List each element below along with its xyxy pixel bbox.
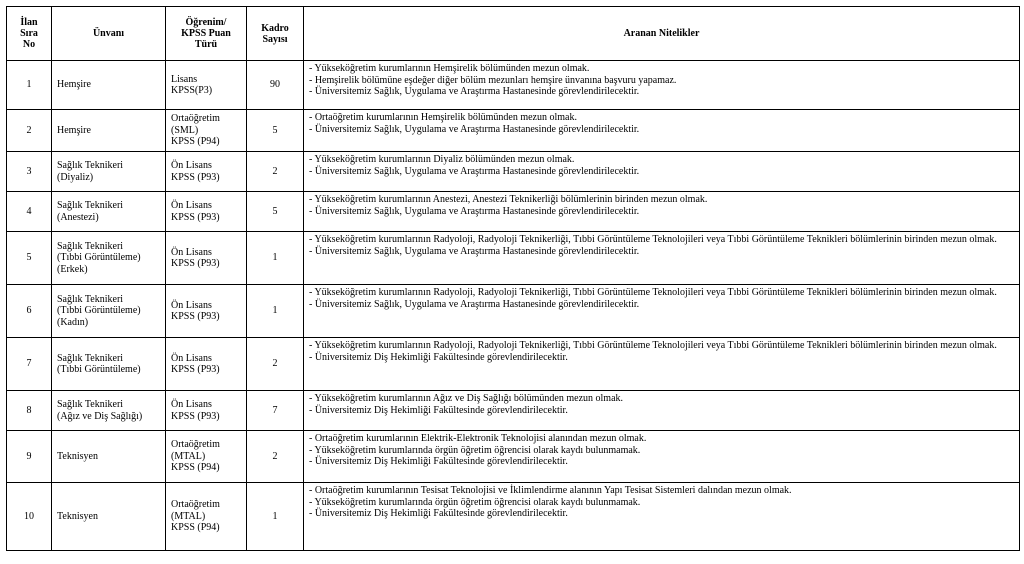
- nitelik-item: - Yükseköğretim kurumlarının Radyoloji, Radyoloji Teknikerliği, Tıbbi Görüntüleme Teknolojileri veya Tıbbi Görüntüleme Teknikleri bölümlerinin birinden mezun olmak.: [309, 340, 997, 351]
- row-nitelikler: [304, 431, 1020, 483]
- row-nitelikler: [304, 192, 1020, 232]
- row-nitelikler: [304, 483, 1020, 551]
- nitelik-item: - Yükseköğretim kurumlarının Hemşirelik bölümünden mezun olmak.: [309, 63, 590, 74]
- unvan-line: Sağlık Teknikeri: [57, 352, 124, 364]
- nitelik-item: - Ortaöğretim kurumlarının Tesisat Teknolojisi ve İklimlendirme alanının Yapı Tesisat Sistemleri dalından mezun olmak.: [309, 485, 792, 496]
- nitelik-item: - Yükseköğretim kurumlarının Anestezi, Anestezi Teknikerliği bölümlerinin birinden mezun olmak.: [309, 194, 708, 205]
- row-ogrenim: [166, 483, 247, 551]
- ogrenim-line: Ön Lisans: [171, 399, 212, 410]
- header-unvan-label: Ünvanı: [92, 28, 125, 39]
- unvan-line: (Tıbbi Görüntüleme): [57, 305, 141, 317]
- nitelik-item: - Ortaöğretim kurumlarının Elektrik-Elektronik Teknolojisi alanından mezun olmak.: [309, 433, 647, 444]
- ogrenim-line: Ortaöğretim: [171, 113, 220, 125]
- ogrenim-line: KPSS (P94): [171, 522, 220, 534]
- row-number: 9: [7, 431, 52, 483]
- ogrenim-line: (SML): [171, 124, 199, 136]
- unvan-line: (Diyaliz): [57, 171, 94, 183]
- unvan-line: (Anestezi): [57, 211, 99, 223]
- unvan-line: Teknisyen: [57, 450, 98, 462]
- row-number: 6: [7, 285, 52, 338]
- nitelik-item: - Üniversitemiz Diş Hekimliği Fakültesinde görevlendirilecektir.: [309, 404, 568, 416]
- row-kadro: 2: [247, 431, 304, 483]
- ogrenim-line: Ön Lisans: [171, 160, 212, 171]
- row-nitelikler: [304, 338, 1020, 391]
- row-unvan: [52, 338, 166, 391]
- row-ogrenim: [166, 110, 247, 152]
- ogrenim-line: Ortaöğretim: [171, 439, 220, 451]
- nitelik-item: - Üniversitemiz Sağlık, Uygulama ve Araştırma Hastanesinde görevlendirilecektir.: [309, 205, 640, 217]
- table-row: [7, 483, 1020, 551]
- nitelik-item: - Üniversitemiz Diş Hekimliği Fakültesinde görevlendirilecektir.: [309, 351, 568, 363]
- header-ogrenim-line: Öğrenim/: [185, 17, 227, 28]
- nitelik-item: - Yükseköğretim kurumlarında örgün öğretim öğrencisi olarak kaydı bulunmamak.: [309, 496, 641, 508]
- row-unvan: [52, 431, 166, 483]
- row-unvan: [52, 110, 166, 152]
- table-row: [7, 61, 1020, 110]
- row-kadro: 90: [247, 61, 304, 110]
- header-ogrenim-line: Türü: [194, 39, 218, 50]
- nitelik-item: - Üniversitemiz Sağlık, Uygulama ve Araştırma Hastanesinde görevlendirilecektir.: [309, 165, 640, 177]
- ogrenim-line: KPSS (P93): [171, 171, 220, 183]
- ogrenim-line: KPSS (P93): [171, 364, 220, 375]
- unvan-line: Hemşire: [57, 124, 91, 136]
- unvan-line: Sağlık Teknikeri: [57, 160, 124, 171]
- row-number: 3: [7, 152, 52, 192]
- positions-table: [6, 6, 1020, 551]
- row-number: 5: [7, 232, 52, 285]
- row-nitelikler: [304, 391, 1020, 431]
- row-kadro: 1: [247, 483, 304, 551]
- row-number: 1: [7, 61, 52, 110]
- row-ogrenim: [166, 61, 247, 110]
- nitelik-item: - Üniversitemiz Sağlık, Uygulama ve Araştırma Hastanesinde görevlendirilecektir.: [309, 123, 640, 135]
- ogrenim-line: Ön Lisans: [171, 299, 212, 311]
- unvan-line: Hemşire: [57, 79, 91, 91]
- header-no-line: İlan: [20, 17, 38, 28]
- row-kadro: 1: [247, 285, 304, 338]
- nitelik-item: - Üniversitemiz Diş Hekimliği Fakültesinde görevlendirilecektir.: [309, 456, 568, 467]
- row-kadro: 1: [247, 232, 304, 285]
- row-number: 2: [7, 110, 52, 152]
- row-kadro: 7: [247, 391, 304, 431]
- ogrenim-line: Ön Lisans: [171, 246, 212, 258]
- ogrenim-line: (MTAL): [171, 510, 206, 522]
- ogrenim-line: KPSS (P94): [171, 136, 220, 148]
- ogrenim-line: KPSS (P93): [171, 311, 220, 322]
- nitelik-item: - Üniversitemiz Sağlık, Uygulama ve Araştırma Hastanesinde görevlendirilecektir.: [309, 86, 640, 97]
- table-row: [7, 338, 1020, 391]
- row-nitelikler: [304, 61, 1020, 110]
- header-nitelik-label: Aranan Nitelikler: [623, 28, 700, 39]
- ogrenim-line: KPSS (P93): [171, 410, 220, 422]
- unvan-line: (Kadın): [57, 316, 89, 328]
- ogrenim-line: Ön Lisans: [171, 200, 212, 211]
- nitelik-item: - Yükseköğretim kurumlarının Ağız ve Diş Sağlığı bölümünden mezun olmak.: [309, 393, 624, 404]
- header-kadro-line: Sayısı: [262, 33, 288, 45]
- unvan-line: (Erkek): [57, 263, 88, 275]
- header-ogrenim-line: KPSS Puan: [181, 28, 231, 39]
- ogrenim-line: (MTAL): [171, 450, 206, 462]
- header-ilan-sira-no: [7, 7, 52, 61]
- row-number: 8: [7, 391, 52, 431]
- table-row: [7, 285, 1020, 338]
- nitelik-item: - Yükseköğretim kurumlarında örgün öğretim öğrencisi olarak kaydı bulunmamak.: [309, 444, 641, 456]
- row-number: 7: [7, 338, 52, 391]
- table-row: [7, 232, 1020, 285]
- header-nitelik: [304, 7, 1020, 61]
- ogrenim-line: Lisans: [171, 73, 198, 85]
- unvan-line: Sağlık Teknikeri: [57, 200, 124, 211]
- ogrenim-line: Ortaöğretim: [171, 499, 220, 511]
- table-row: [7, 431, 1020, 483]
- nitelik-item: - Hemşirelik bölümüne eşdeğer diğer bölüm mezunları hemşire ünvanına başvuru yapamaz.: [309, 74, 677, 86]
- row-nitelikler: [304, 285, 1020, 338]
- nitelik-item: - Üniversitemiz Sağlık, Uygulama ve Araştırma Hastanesinde görevlendirilecektir.: [309, 245, 640, 257]
- nitelik-item: - Ortaöğretim kurumlarının Hemşirelik bölümünden mezun olmak.: [309, 112, 577, 123]
- row-nitelikler: [304, 152, 1020, 192]
- row-unvan: [52, 285, 166, 338]
- unvan-line: (Tıbbi Görüntüleme): [57, 252, 141, 264]
- unvan-line: Sağlık Teknikeri: [57, 293, 124, 305]
- ogrenim-line: KPSS (P93): [171, 211, 220, 223]
- nitelik-item: - Üniversitemiz Sağlık, Uygulama ve Araştırma Hastanesinde görevlendirilecektir.: [309, 298, 640, 310]
- nitelik-item: - Yükseköğretim kurumlarının Radyoloji, Radyoloji Teknikerliği, Tıbbi Görüntüleme Teknolojileri veya Tıbbi Görüntüleme Teknikleri bölümlerinin birinden mezun olmak.: [309, 287, 997, 298]
- header-unvan: [52, 7, 166, 61]
- row-unvan: [52, 192, 166, 232]
- row-kadro: 5: [247, 110, 304, 152]
- row-ogrenim: [166, 192, 247, 232]
- nitelik-item: - Üniversitemiz Diş Hekimliği Fakültesinde görevlendirilecektir.: [309, 508, 568, 519]
- unvan-line: (Tıbbi Görüntüleme): [57, 364, 141, 375]
- document-page: [6, 6, 1019, 551]
- header-no-line: Sıra: [20, 28, 38, 39]
- ogrenim-line: KPSS (P93): [171, 258, 220, 269]
- header-kadro-line: Kadro: [261, 22, 289, 34]
- table-body: [7, 61, 1020, 551]
- header-row: [7, 7, 1020, 61]
- table-row: [7, 110, 1020, 152]
- unvan-line: Sağlık Teknikeri: [57, 240, 124, 252]
- row-number: 4: [7, 192, 52, 232]
- row-nitelikler: [304, 110, 1020, 152]
- row-ogrenim: [166, 431, 247, 483]
- row-unvan: [52, 232, 166, 285]
- header-no-line: No: [22, 39, 36, 50]
- table-row: [7, 192, 1020, 232]
- unvan-line: Teknisyen: [57, 510, 98, 522]
- ogrenim-line: Ön Lisans: [171, 352, 212, 364]
- row-ogrenim: [166, 391, 247, 431]
- ogrenim-line: KPSS(P3): [171, 85, 213, 96]
- table-row: [7, 391, 1020, 431]
- nitelik-item: - Yükseköğretim kurumlarının Radyoloji, Radyoloji Teknikerliği, Tıbbi Görüntüleme Teknolojileri veya Tıbbi Görüntüleme Teknikleri bölümlerinin birinden mezun olmak.: [309, 234, 997, 245]
- row-unvan: [52, 61, 166, 110]
- table-row: [7, 152, 1020, 192]
- nitelik-item: - Yükseköğretim kurumlarının Diyaliz bölümünden mezun olmak.: [309, 154, 575, 165]
- unvan-line: Sağlık Teknikeri: [57, 399, 124, 410]
- header-kadro: [247, 7, 304, 61]
- row-unvan: [52, 152, 166, 192]
- row-unvan: [52, 483, 166, 551]
- row-unvan: [52, 391, 166, 431]
- row-ogrenim: [166, 152, 247, 192]
- row-kadro: 5: [247, 192, 304, 232]
- row-ogrenim: [166, 285, 247, 338]
- row-nitelikler: [304, 232, 1020, 285]
- row-ogrenim: [166, 338, 247, 391]
- header-ogrenim: [166, 7, 247, 61]
- row-kadro: 2: [247, 338, 304, 391]
- row-ogrenim: [166, 232, 247, 285]
- row-number: 10: [7, 483, 52, 551]
- row-kadro: 2: [247, 152, 304, 192]
- ogrenim-line: KPSS (P94): [171, 462, 220, 474]
- unvan-line: (Ağız ve Diş Sağlığı): [57, 410, 143, 422]
